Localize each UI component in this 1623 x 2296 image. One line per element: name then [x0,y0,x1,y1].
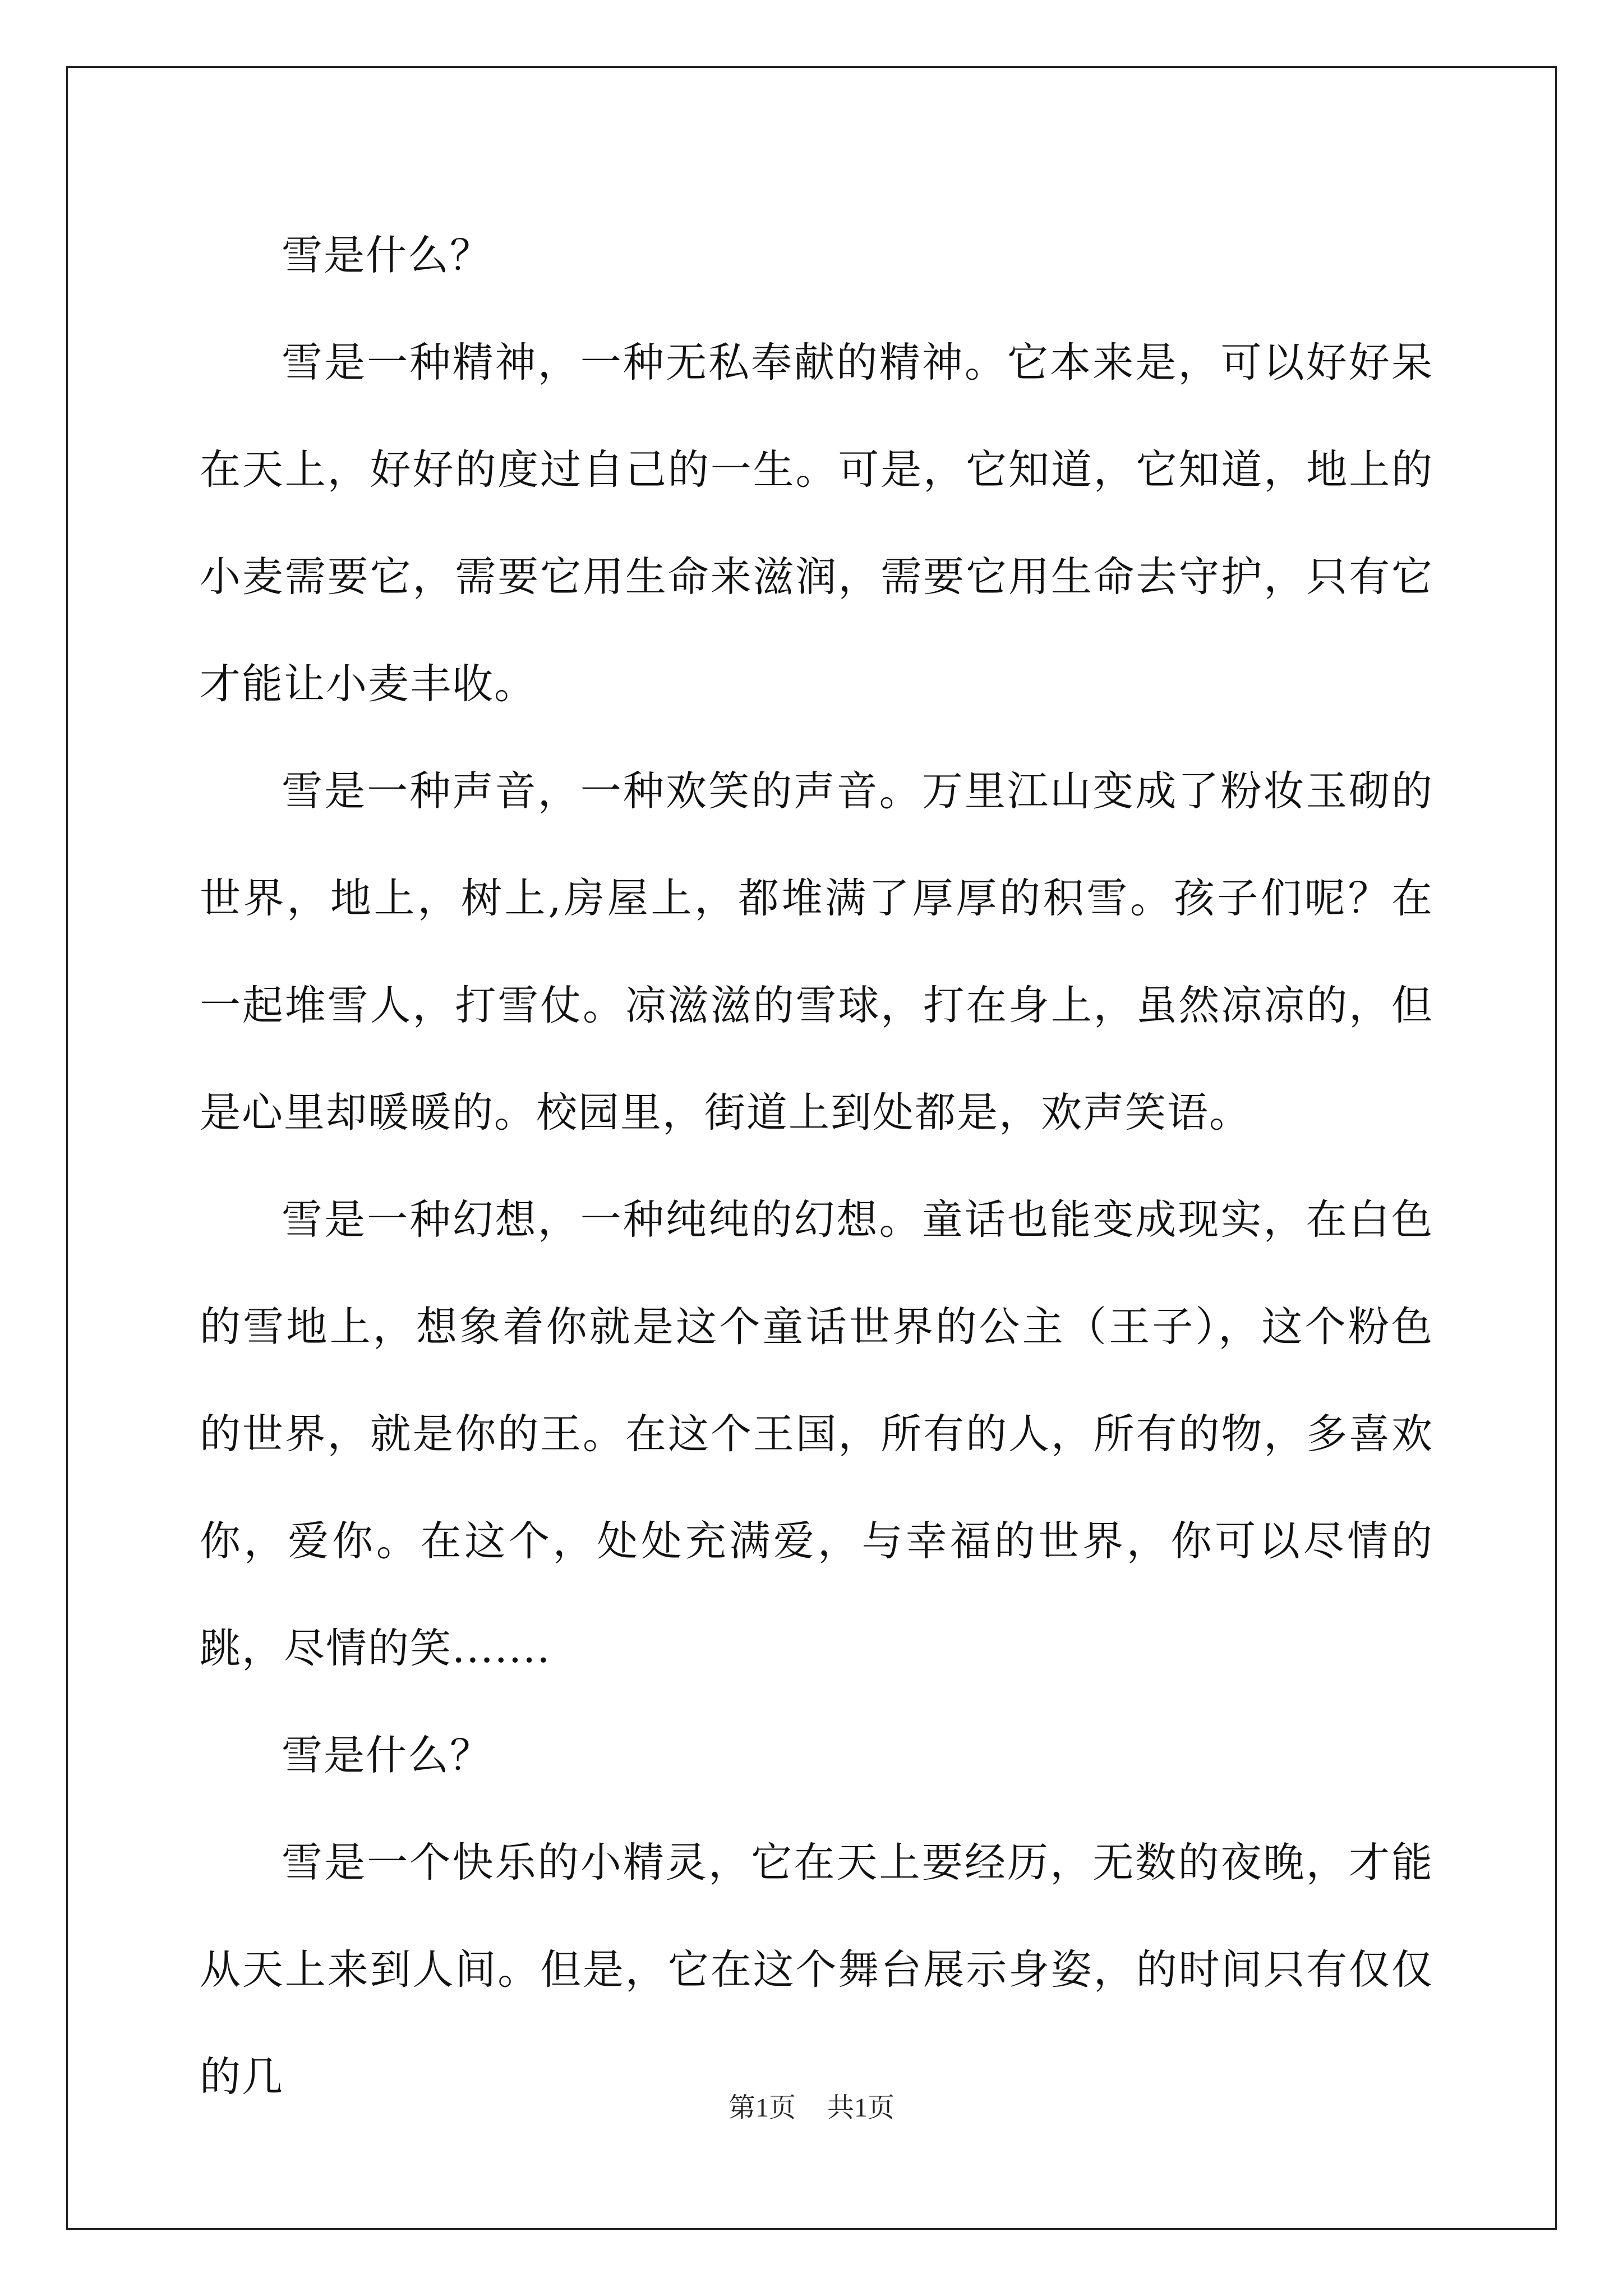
paragraph-spirit: 雪是一种精神，一种无私奉献的精神。它本来是，可以好好呆在天上，好好的度过自己的一生。可是，它知道，它知道，地上的小麦需要它，需要它用生命来滋润，需要它用生命去守护，只有它才能让小麦丰收。 [200,339,1433,708]
page-number-total: 共1页 [827,2093,895,2123]
paragraph-sound: 雪是一种声音，一种欢笑的声音。万里江山变成了粉妆玉砌的世界，地上，树上,房屋上，都堆满了厚厚的积雪。孩子们呢？在一起堆雪人，打雪仗。凉滋滋的雪球，打在身上，虽然凉凉的，但是心里却暖暖的。校园里，街道上到处都是，欢声笑语。 [200,767,1434,1137]
page-number-current: 第1页 [728,2093,796,2123]
paragraph-fantasy: 雪是一种幻想，一种纯纯的幻想。童话也能变成现实，在白色的雪地上，想象着你就是这个童话世界的公主（王子），这个粉色的世界，就是你的王。在这个王国，所有的人，所有的物，多喜欢你，爱你。在这个，处处充满爱，与幸福的世界，你可以尽情的跳，尽情的笑....... [200,1196,1433,1672]
paragraph-question-1: 雪是什么？ [282,232,492,279]
document-body [200,202,1433,2131]
page-footer [0,2086,1623,2124]
paragraph-question-2: 雪是什么？ [282,1732,492,1779]
paragraph-elf: 雪是一个快乐的小精灵，它在天上要经历，无数的夜晚，才能从天上来到人间。但是，它在这个舞台展示身姿，的时间只有仅仅的几 [200,1839,1433,2101]
